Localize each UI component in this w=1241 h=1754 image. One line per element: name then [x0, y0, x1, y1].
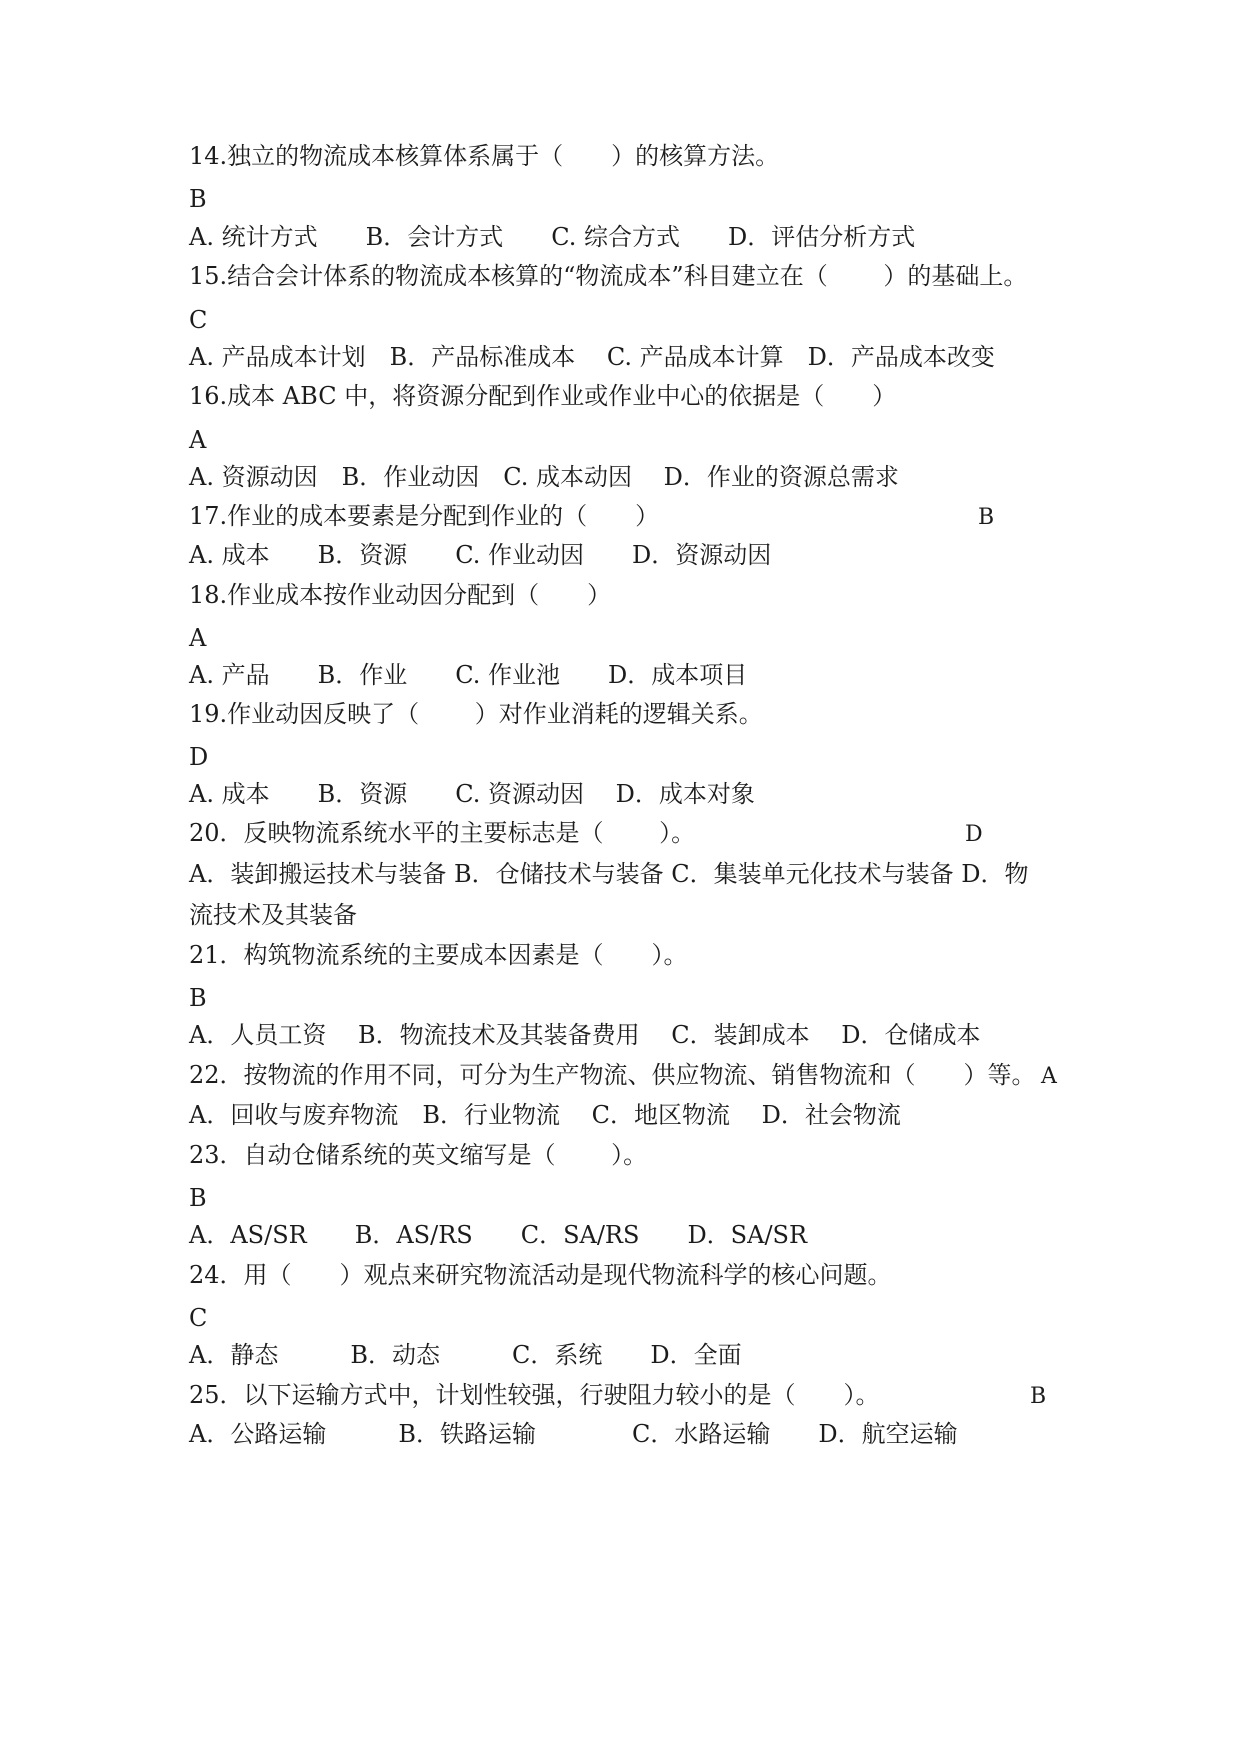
question-14: 14.独立的物流成本核算体系属于（ ）的核算方法。 [189, 142, 780, 170]
question-20: 20．反映物流系统水平的主要标志是（ ）。 [189, 819, 696, 847]
options-24: A．静态 B．动态 C．系统 D．全面 [189, 1341, 742, 1369]
options-23: A．AS/SR B．AS/RS C．SA/RS D．SA/SR [189, 1221, 808, 1249]
question-15: 15.结合会计体系的物流成本核算的“物流成本”科目建立在（ ）的基础上。 [189, 262, 1028, 290]
answer-21: B [189, 984, 207, 1012]
options-21: A．人员工资 B．物流技术及其装备费用 C．装卸成本 D．仓储成本 [189, 1021, 981, 1049]
options-25: A．公路运输 B．铁路运输 C．水路运输 D．航空运输 [189, 1420, 958, 1448]
options-17: A. 成本 B．资源 C. 作业动因 D．资源动因 [189, 541, 772, 569]
answer-22: A [1041, 1064, 1057, 1089]
options-22: A．回收与废弃物流 B．行业物流 C．地区物流 D．社会物流 [189, 1101, 901, 1129]
answer-17: B [978, 505, 995, 530]
question-25: 25．以下运输方式中，计划性较强，行驶阻力较小的是（ ）。 [189, 1381, 880, 1409]
options-15: A. 产品成本计划 B．产品标准成本 C. 产品成本计算 D．产品成本改变 [189, 343, 995, 371]
question-17: 17.作业的成本要素是分配到作业的（ ） [189, 502, 660, 530]
question-24: 24．用（ ）观点来研究物流活动是现代物流科学的核心问题。 [189, 1261, 892, 1289]
options-20: A．装卸搬运技术与装备 B．仓储技术与装备 C．集装单元化技术与装备 D．物 [189, 860, 1029, 888]
answer-25: B [1030, 1384, 1047, 1409]
question-16: 16.成本 ABC 中，将资源分配到作业或作业中心的依据是（ ） [189, 382, 897, 410]
question-19: 19.作业动因反映了（ ）对作业消耗的逻辑关系。 [189, 700, 763, 728]
options-16: A. 资源动因 B．作业动因 C. 成本动因 D．作业的资源总需求 [189, 463, 899, 491]
answer-19: D [189, 743, 209, 771]
answer-16: A [189, 426, 207, 454]
question-22: 22．按物流的作用不同，可分为生产物流、供应物流、销售物流和（ ）等。 [189, 1061, 1036, 1089]
options-18: A. 产品 B．作业 C. 作业池 D．成本项目 [189, 661, 748, 689]
question-23: 23．自动仓储系统的英文缩写是（ ）。 [189, 1141, 648, 1169]
question-18: 18.作业成本按作业动因分配到（ ） [189, 581, 612, 609]
answer-15: C [189, 306, 208, 334]
options-19: A. 成本 B．资源 C. 资源动因 D．成本对象 [189, 780, 755, 808]
answer-20: D [965, 822, 983, 847]
options-20-cont: 流技术及其装备 [189, 901, 357, 929]
answer-23: B [189, 1184, 207, 1212]
answer-24: C [189, 1304, 208, 1332]
answer-18: A [189, 624, 207, 652]
question-21: 21．构筑物流系统的主要成本因素是（ ）。 [189, 941, 688, 969]
options-14: A. 统计方式 B．会计方式 C. 综合方式 D．评估分析方式 [189, 223, 916, 251]
answer-14: B [189, 185, 207, 213]
